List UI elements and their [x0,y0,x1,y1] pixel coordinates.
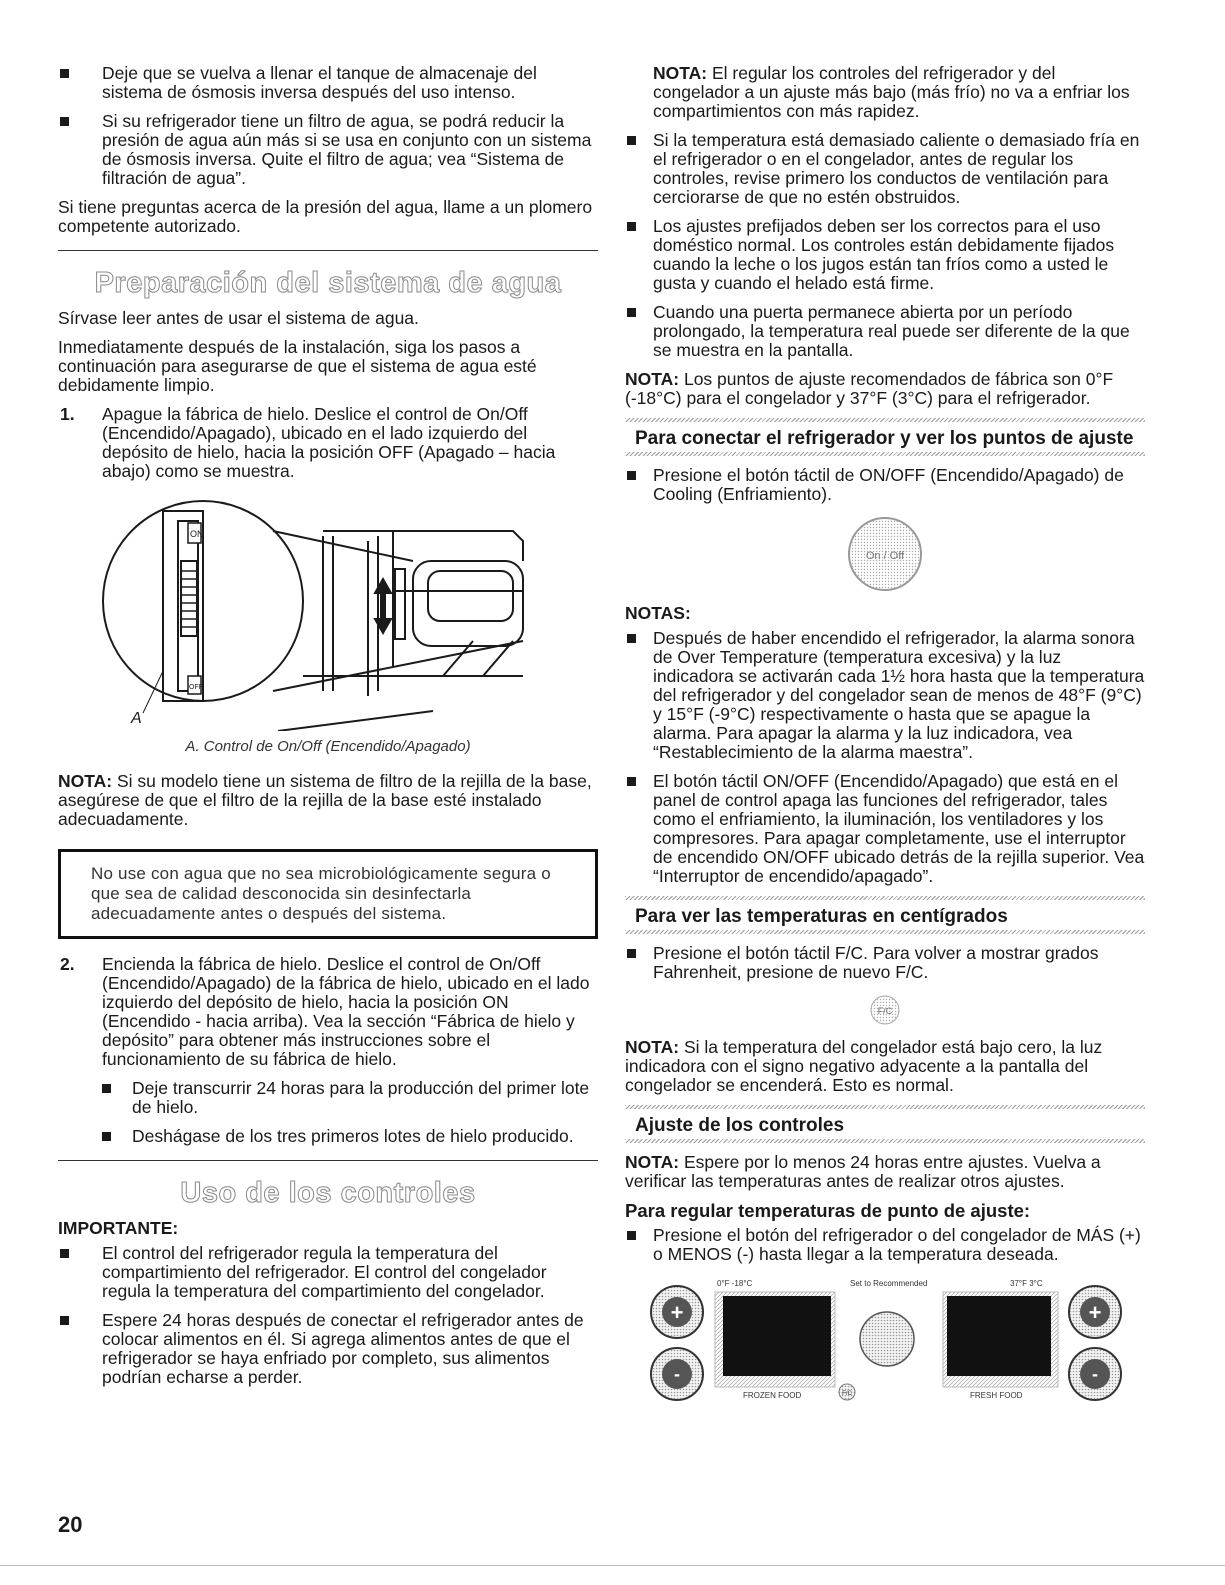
list-item: Espere 24 horas después de conectar el refrigerador antes de colocar alimentos en él. Si agrega alimentos antes de que el refrigerador se haya enfriado por completo, sus alimentos podrían echarse a perder. [58,1311,598,1387]
note-label: NOTA: [653,63,708,83]
page-bottom-rule [0,1565,1225,1566]
list-item: Deje que se vuelva a llenar el tanque de almacenaje del sistema de ósmosis inversa después del uso intenso. [58,64,598,102]
on-label: ON [190,529,204,539]
fc-label: F/C [877,1006,893,1016]
subheading-setpoint: Para regular temperaturas de punto de ajuste: [625,1200,1031,1221]
hatch-divider [625,452,1145,456]
sub-list-item: Deje transcurrir 24 horas para la producción del primer lote de hielo. [100,1079,598,1117]
callout-a: A [131,710,142,727]
list-item: Presione el botón táctil F/C. Para volver a mostrar grados Fahrenheit, presione de nuevo F/C. [625,944,1145,982]
notas-heading: NOTAS: [625,603,691,623]
list-item: Después de haber encendido el refrigerador, la alarma sonora de Over Temperature (temperatura excesiva) y la luz indicadora se activarán cada 1½ hora hasta que la temperatura del refrigerador y del congelador sean de menos de 48°F (9°C) y 15°F (-9°C) respectivamente o hasta que se apague la alarma. Para apagar la alarma y la luz indicadora, vea “Restablecimiento de la alarma maestra”. [625,629,1145,762]
control-panel-illustration [625,1274,1145,1414]
on-off-button-figure [625,514,1145,594]
list-item: Presione el botón táctil de ON/OFF (Encendido/Apagado) de Cooling (Enfriamiento). [625,466,1145,504]
list-item: Presione el botón del refrigerador o del congelador de MÁS (+) o MENOS (-) hasta llegar a la temperatura deseada. [625,1226,1145,1264]
fresh-food-label: FRESH FOOD [970,1391,1023,1400]
sub-list-item: Deshágase de los tres primeros lotes de hielo producido. [100,1127,598,1146]
on-off-button-icon [845,514,925,594]
freezer-temp-label: 0°F -18°C [717,1279,753,1288]
note-text: El regular los controles del refrigerador y del congelador a un ajuste más bajo (más frío) no va a enfriar los compartimientos con más rapidez. [653,63,1130,121]
note-label: NOTA: [625,369,680,389]
off-label: OFF [189,684,203,691]
minus-icon: - [1092,1364,1098,1384]
pressure-note: Si tiene preguntas acerca de la presión del agua, llame a un plomero competente autorizado. [58,197,593,236]
step-2 [58,955,598,1069]
fridge-plus-button[interactable] [1069,1286,1121,1338]
page-number: 20 [58,1512,83,1537]
subheading-celsius: Para ver las temperaturas en centígrados [635,906,1008,927]
note-label: NOTA: [58,771,113,791]
note-paragraph [58,772,598,829]
list-item: Los ajustes prefijados deben ser los correctos para el uso doméstico normal. Los controles están debidamente fijados cuando la leche o los jugos están tan fríos como a usted le gusta y cuando el helado está firme. [625,217,1145,293]
step-number: 1. [60,404,75,424]
list-item: Si su refrigerador tiene un filtro de agua, se podrá reducir la presión de agua aún más si se usa en conjunto con un sistema de ósmosis inversa. Quite el filtro de agua; vea “Sistema de filtración de agua”. [58,112,598,188]
note-paragraph [625,64,1145,121]
note-label: NOTA: [625,1037,680,1057]
important-heading: IMPORTANTE: [58,1218,179,1238]
note-text: Si la temperatura del congelador está bajo cero, la luz indicadora con el signo negativo adyacente a la pantalla del congelador se encenderá. Esto es normal. [625,1037,1103,1095]
freezer-minus-button[interactable] [651,1348,703,1400]
list-item: Cuando una puerta permanece abierta por un período prolongado, la temperatura real puede ser diferente de la que se muestra en la pantalla. [625,303,1145,360]
step-text: Encienda la fábrica de hielo. Deslice el control de On/Off (Encendido/Apagado) de la fábrica de hielo, ubicado en el lado izquierdo del depósito de hielo, hacia la posición ON (Encendido - hacia arriba). Vea la sección “Fábrica de hielo y depósito” para obtener más instrucciones sobre el funcionamiento de su fábrica de hielo. [102,954,590,1069]
hatch-divider [625,418,1145,422]
plus-icon: + [670,1300,684,1325]
on-off-label: On / Off [865,550,905,562]
intro-text: Inmediatamente después de la instalación, siga los pasos a continuación para asegurarse de que el sistema de agua esté debidamente limpio. [58,337,537,395]
subheading-adjust: Ajuste de los controles [635,1115,845,1136]
intro-text: Sírvase leer antes de usar el sistema de agua. [58,308,419,328]
step-text: Apague la fábrica de hielo. Deslice el control de On/Off (Encendido/Apagado), ubicado en el lado izquierdo del depósito de hielo, hacia la posición OFF (Apagado – hacia abajo) como se muestra. [102,404,556,481]
minus-icon: - [674,1364,680,1384]
hatch-divider [625,1139,1145,1143]
note-text: Espere por lo menos 24 horas entre ajustes. Vuelva a verificar las temperaturas antes de realizar otros ajustes. [625,1152,1101,1191]
freezer-plus-button[interactable] [651,1286,703,1338]
left-column [58,64,598,1397]
frozen-food-label: FROZEN FOOD [743,1391,802,1400]
hatch-divider [625,930,1145,934]
section-title-controls: Uso de los controles [180,1177,476,1209]
step-1 [58,405,598,481]
list-item: Si la temperatura está demasiado caliente o demasiado fría en el refrigerador o en el congelador, antes de regular los controles, revise primero los conductos de ventilación para cerciorarse de que no estén obstruidos. [625,131,1145,207]
hatch-divider [625,1105,1145,1109]
step-number: 2. [60,954,75,974]
freezer-display [723,1296,831,1376]
note-text: Si su modelo tiene un sistema de filtro de la rejilla de la base, asegúrese de que el filtro de la rejilla de la base esté instalado adecuadamente. [58,771,592,829]
figure-caption: A. Control de On/Off (Encendido/Apagado) [185,738,471,755]
fc-button-figure [625,992,1145,1028]
fridge-temp-label: 37°F 3°C [1010,1279,1043,1288]
set-recommended-button[interactable] [860,1312,914,1366]
list-item: El botón táctil ON/OFF (Encendido/Apagado) que está en el panel de control apaga las funciones del refrigerador, tales como el enfriamiento, la iluminación, los ventiladores y los compresores. Para apagar completamente, use el interruptor de encendido ON/OFF ubicado detrás de la rejilla superior. Vea “Interruptor de encendido/apagado”. [625,772,1145,886]
note-paragraph [625,1153,1145,1191]
right-column [625,64,1145,1418]
note-text: Los puntos de ajuste recomendados de fábrica son 0°F (-18°C) para el congelador y 37°F (3°C) para el refrigerador. [625,369,1114,408]
set-recommended-label: Set to Recommended [850,1279,928,1288]
fc-small-label: F/C [842,1391,852,1397]
hatch-divider [625,896,1145,900]
section-divider [58,250,598,251]
fc-button-icon [867,992,903,1028]
plus-icon: + [1088,1300,1102,1325]
section-divider [58,1160,598,1161]
warning-box: No use con agua que no sea microbiológicamente segura o que sea de calidad desconocida sin desinfectarla adecuadamente antes o después del sistema. [58,849,598,939]
note-label: NOTA: [625,1152,680,1172]
fridge-minus-button[interactable] [1069,1348,1121,1400]
ice-maker-switch-illustration [93,491,563,731]
note-paragraph [625,370,1145,408]
note-paragraph [625,1038,1145,1095]
section-title-water-system: Preparación del sistema de agua [94,267,562,299]
fridge-display [947,1296,1051,1376]
list-item: El control del refrigerador regula la temperatura del compartimiento del refrigerador. El control del congelador regula la temperatura del compartimiento del congelador. [58,1244,598,1301]
fc-small-button[interactable] [839,1384,855,1400]
subheading-connect: Para conectar el refrigerador y ver los puntos de ajuste [635,428,1134,449]
